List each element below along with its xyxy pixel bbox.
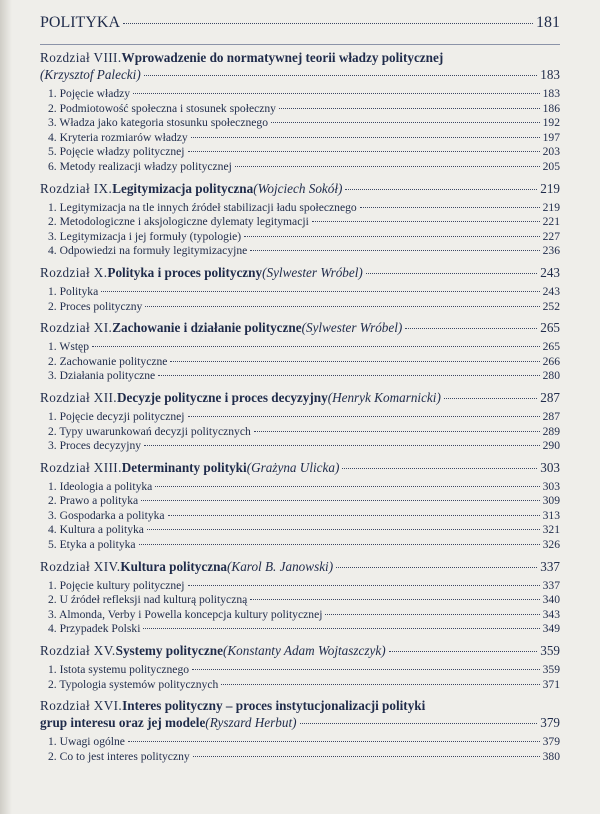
chapter-title: Systemy polityczne bbox=[115, 643, 223, 659]
dot-leader bbox=[342, 468, 537, 469]
chapter-author: (Karol B. Janowski) bbox=[227, 558, 334, 574]
chapter-page: 265 bbox=[540, 320, 560, 336]
toc-entry bbox=[40, 285, 560, 300]
entry-page: 321 bbox=[542, 523, 560, 537]
chapter-author: (Wojciech Sokół) bbox=[253, 180, 343, 196]
entry-title: 1. Istota systemu politycznego bbox=[48, 663, 190, 677]
divider bbox=[40, 44, 560, 45]
entry-title: 1. Ideologia a polityka bbox=[48, 479, 153, 493]
chapter-block bbox=[40, 637, 560, 692]
chapter-block bbox=[40, 553, 560, 637]
entry-title: 4. Kryteria rozmiarów władzy bbox=[48, 130, 188, 144]
dot-leader bbox=[123, 23, 533, 24]
entry-title: 2. Prawo a polityka bbox=[48, 494, 139, 508]
chapter-block bbox=[40, 49, 560, 175]
chapter-heading bbox=[40, 49, 560, 66]
entry-page: 343 bbox=[542, 607, 560, 621]
entry-page: 337 bbox=[542, 578, 560, 592]
dot-leader bbox=[279, 108, 540, 109]
chapter-list bbox=[40, 49, 560, 764]
dot-leader bbox=[92, 346, 540, 347]
chapter-title: Interes polityczny – proces instytucjonalizacji polityki bbox=[122, 698, 426, 714]
entry-page: 380 bbox=[542, 749, 560, 763]
chapter-author: (Sylwester Wróbel) bbox=[301, 320, 403, 336]
chapter-heading bbox=[40, 558, 560, 575]
chapter-block bbox=[40, 454, 560, 553]
toc-entry bbox=[40, 87, 560, 102]
chapter-heading bbox=[40, 459, 560, 476]
chapter-author: (Grażyna Ulicka) bbox=[246, 459, 340, 475]
dot-leader bbox=[244, 236, 539, 237]
entry-page: 197 bbox=[542, 130, 560, 144]
chapter-heading bbox=[40, 697, 560, 714]
entry-title: 2. Typologia systemów politycznych bbox=[48, 677, 219, 691]
chapter-title: Kultura polityczna bbox=[120, 558, 228, 574]
chapter-label: Rozdział XIII. bbox=[40, 459, 122, 475]
dot-leader bbox=[192, 669, 540, 670]
chapter-page: 243 bbox=[540, 264, 560, 280]
toc-entry bbox=[40, 410, 560, 425]
page-edge-shadow bbox=[0, 0, 12, 814]
toc-entry bbox=[40, 355, 560, 370]
toc-entry bbox=[40, 663, 560, 678]
entry-page: 186 bbox=[542, 101, 560, 115]
entry-page: 289 bbox=[542, 424, 560, 438]
entry-page: 265 bbox=[542, 340, 560, 354]
dot-leader bbox=[170, 361, 539, 362]
chapter-title: Legitymizacja polityczna bbox=[112, 180, 254, 196]
entry-page: 252 bbox=[542, 299, 560, 313]
entry-page: 379 bbox=[542, 735, 560, 749]
entry-title: 2. Proces polityczny bbox=[48, 299, 143, 313]
dot-leader bbox=[193, 756, 540, 757]
chapter-page: 287 bbox=[540, 389, 560, 405]
entry-page: 287 bbox=[542, 409, 560, 423]
chapter-heading-cont bbox=[40, 714, 560, 731]
dot-leader bbox=[221, 684, 539, 685]
dot-leader bbox=[191, 137, 540, 138]
chapter-title-cont: grup interesu oraz jej modele bbox=[40, 715, 206, 731]
toc-entry bbox=[40, 215, 560, 230]
toc-entry bbox=[40, 494, 560, 509]
toc-entry bbox=[40, 230, 560, 245]
toc-entry bbox=[40, 244, 560, 259]
chapter-page: 303 bbox=[540, 459, 560, 475]
chapter-heading bbox=[40, 264, 560, 281]
dot-leader bbox=[188, 416, 540, 417]
toc-entry bbox=[40, 369, 560, 384]
chapter-title: Polityka i proces polityczny bbox=[107, 264, 263, 280]
dot-leader bbox=[405, 328, 537, 329]
toc-entry bbox=[40, 678, 560, 693]
dot-leader bbox=[360, 207, 540, 208]
entry-page: 309 bbox=[542, 494, 560, 508]
chapter-label: Rozdział XIV. bbox=[40, 558, 121, 574]
entry-page: 227 bbox=[542, 229, 560, 243]
dot-leader bbox=[145, 306, 539, 307]
chapter-heading-cont bbox=[40, 66, 560, 83]
toc-entry bbox=[40, 593, 560, 608]
entry-page: 371 bbox=[542, 677, 560, 691]
chapter-title: Decyzje polityczne i proces decyzyjny bbox=[116, 389, 328, 405]
chapter-label: Rozdział XVI. bbox=[40, 698, 123, 714]
toc-entry bbox=[40, 201, 560, 216]
chapter-title: Determinanty polityki bbox=[121, 459, 247, 475]
toc-entry bbox=[40, 480, 560, 495]
entry-title: 4. Kultura a polityka bbox=[48, 523, 144, 537]
entry-title: 3. Proces decyzyjny bbox=[48, 439, 142, 453]
entry-title: 5. Pojęcie władzy politycznej bbox=[48, 145, 185, 159]
dot-leader bbox=[133, 93, 540, 94]
entry-title: 3. Działania polityczne bbox=[48, 369, 156, 383]
dot-leader bbox=[144, 75, 538, 76]
entry-page: 359 bbox=[542, 663, 560, 677]
toc-entry bbox=[40, 425, 560, 440]
chapter-title: Wprowadzenie do normatywnej teorii władzy politycznej bbox=[121, 50, 444, 65]
entry-page: 266 bbox=[542, 354, 560, 368]
entry-page: 303 bbox=[542, 479, 560, 493]
dot-leader bbox=[141, 500, 539, 501]
entry-title: 2. Zachowanie polityczne bbox=[48, 354, 168, 368]
dot-leader bbox=[128, 741, 540, 742]
toc-entry bbox=[40, 538, 560, 553]
entry-page: 219 bbox=[542, 200, 560, 214]
entry-title: 5. Etyka a polityka bbox=[48, 538, 136, 552]
toc-entry bbox=[40, 523, 560, 538]
dot-leader bbox=[345, 189, 537, 190]
entry-page: 183 bbox=[542, 87, 560, 100]
chapter-page: 379 bbox=[540, 715, 560, 731]
entry-title: 4. Przypadek Polski bbox=[48, 622, 141, 636]
entry-page: 203 bbox=[542, 145, 560, 159]
chapter-label: Rozdział XI. bbox=[40, 320, 113, 336]
toc-entry bbox=[40, 750, 560, 765]
entry-page: 280 bbox=[542, 369, 560, 383]
toc-entry bbox=[40, 735, 560, 750]
dot-leader bbox=[336, 567, 537, 568]
dot-leader bbox=[188, 585, 540, 586]
chapter-heading bbox=[40, 389, 560, 406]
dot-leader bbox=[271, 122, 540, 123]
chapter-page: 183 bbox=[540, 67, 560, 82]
entry-title: 6. Metody realizacji władzy politycznej bbox=[48, 159, 232, 173]
chapter-block bbox=[40, 314, 560, 384]
entry-title: 3. Gospodarka a polityka bbox=[48, 508, 165, 522]
dot-leader bbox=[444, 398, 537, 399]
entry-page: 205 bbox=[542, 159, 560, 173]
entry-title: 1. Legitymizacja na tle innych źródeł stabilizacji ładu społecznego bbox=[48, 200, 357, 214]
chapter-author: (Ryszard Herbut) bbox=[205, 715, 297, 731]
entry-page: 192 bbox=[542, 116, 560, 130]
chapter-label: Rozdział VIII. bbox=[40, 50, 122, 65]
dot-leader bbox=[155, 486, 539, 487]
chapter-label: Rozdział X. bbox=[40, 264, 108, 280]
entry-title: 1. Polityka bbox=[48, 284, 99, 298]
toc-entry bbox=[40, 509, 560, 524]
entry-title: 3. Legitymizacja i jej formuły (typologie) bbox=[48, 229, 242, 243]
entry-page: 221 bbox=[542, 215, 560, 229]
dot-leader bbox=[254, 431, 540, 432]
toc-entry bbox=[40, 145, 560, 160]
dot-leader bbox=[235, 166, 540, 167]
chapter-author: (Krzysztof Palecki) bbox=[40, 67, 141, 82]
entry-page: 236 bbox=[542, 244, 560, 258]
entry-page: 313 bbox=[542, 508, 560, 522]
chapter-page: 337 bbox=[540, 558, 560, 574]
entry-page: 349 bbox=[542, 622, 560, 636]
part-title: POLITYKA bbox=[40, 14, 120, 31]
part-page: 181 bbox=[536, 14, 560, 31]
chapter-author: (Konstanty Adam Wojtaszczyk) bbox=[222, 643, 386, 659]
chapter-author: (Henryk Komarnicki) bbox=[327, 389, 441, 405]
chapter-block bbox=[40, 175, 560, 259]
entry-page: 326 bbox=[542, 538, 560, 552]
entry-title: 1. Pojęcie decyzji politycznej bbox=[48, 409, 185, 423]
dot-leader bbox=[300, 723, 538, 724]
chapter-page: 219 bbox=[540, 180, 560, 196]
dot-leader bbox=[143, 628, 539, 629]
dot-leader bbox=[188, 151, 540, 152]
toc-entry bbox=[40, 116, 560, 131]
entry-title: 3. Almonda, Verby i Powella koncepcja kultury politycznej bbox=[48, 607, 323, 621]
toc-entry bbox=[40, 579, 560, 594]
entry-title: 2. Metodologiczne i aksjologiczne dylematy legitymacji bbox=[48, 215, 309, 229]
dot-leader bbox=[250, 250, 539, 251]
toc-entry bbox=[40, 608, 560, 623]
entry-title: 1. Pojęcie kultury politycznej bbox=[48, 578, 185, 592]
entry-title: 2. Podmiotowość społeczna i stosunek społeczny bbox=[48, 101, 276, 115]
toc-entry bbox=[40, 102, 560, 117]
entry-title: 1. Wstęp bbox=[48, 340, 90, 354]
dot-leader bbox=[144, 445, 540, 446]
toc-entry bbox=[40, 160, 560, 175]
toc-entry bbox=[40, 300, 560, 315]
entry-title: 1. Uwagi ogólne bbox=[48, 735, 125, 749]
dot-leader bbox=[389, 651, 538, 652]
dot-leader bbox=[168, 515, 540, 516]
table-of-contents bbox=[40, 8, 560, 764]
dot-leader bbox=[366, 273, 537, 274]
dot-leader bbox=[250, 599, 539, 600]
toc-entry bbox=[40, 131, 560, 146]
dot-leader bbox=[312, 221, 540, 222]
chapter-heading bbox=[40, 180, 560, 197]
toc-entry bbox=[40, 439, 560, 454]
chapter-heading bbox=[40, 319, 560, 336]
part-heading bbox=[40, 8, 560, 38]
chapter-label: Rozdział XII. bbox=[40, 389, 117, 405]
chapter-block bbox=[40, 259, 560, 314]
chapter-label: Rozdział XV. bbox=[40, 643, 116, 659]
chapter-heading bbox=[40, 642, 560, 659]
dot-leader bbox=[139, 544, 540, 545]
chapter-title: Zachowanie i działanie polityczne bbox=[112, 320, 302, 336]
chapter-author: (Sylwester Wróbel) bbox=[262, 264, 363, 280]
dot-leader bbox=[325, 614, 539, 615]
entry-title: 1. Pojęcie władzy bbox=[48, 87, 131, 100]
dot-leader bbox=[147, 529, 540, 530]
entry-title: 3. Władza jako kategoria stosunku społecznego bbox=[48, 116, 268, 130]
dot-leader bbox=[158, 375, 539, 376]
toc-entry bbox=[40, 622, 560, 637]
chapter-block bbox=[40, 692, 560, 764]
entry-page: 290 bbox=[542, 439, 560, 453]
chapter-page: 359 bbox=[540, 643, 560, 659]
entry-page: 340 bbox=[542, 593, 560, 607]
dot-leader bbox=[101, 291, 539, 292]
entry-page: 243 bbox=[542, 284, 560, 298]
entry-title: 2. Co to jest interes polityczny bbox=[48, 749, 190, 763]
toc-entry bbox=[40, 340, 560, 355]
entry-title: 2. U źródeł refleksji nad kulturą polityczną bbox=[48, 593, 248, 607]
chapter-block bbox=[40, 384, 560, 454]
chapter-label: Rozdział IX. bbox=[40, 180, 113, 196]
entry-title: 2. Typy uwarunkowań decyzji politycznych bbox=[48, 424, 251, 438]
entry-title: 4. Odpowiedzi na formuły legitymizacyjne bbox=[48, 244, 248, 258]
